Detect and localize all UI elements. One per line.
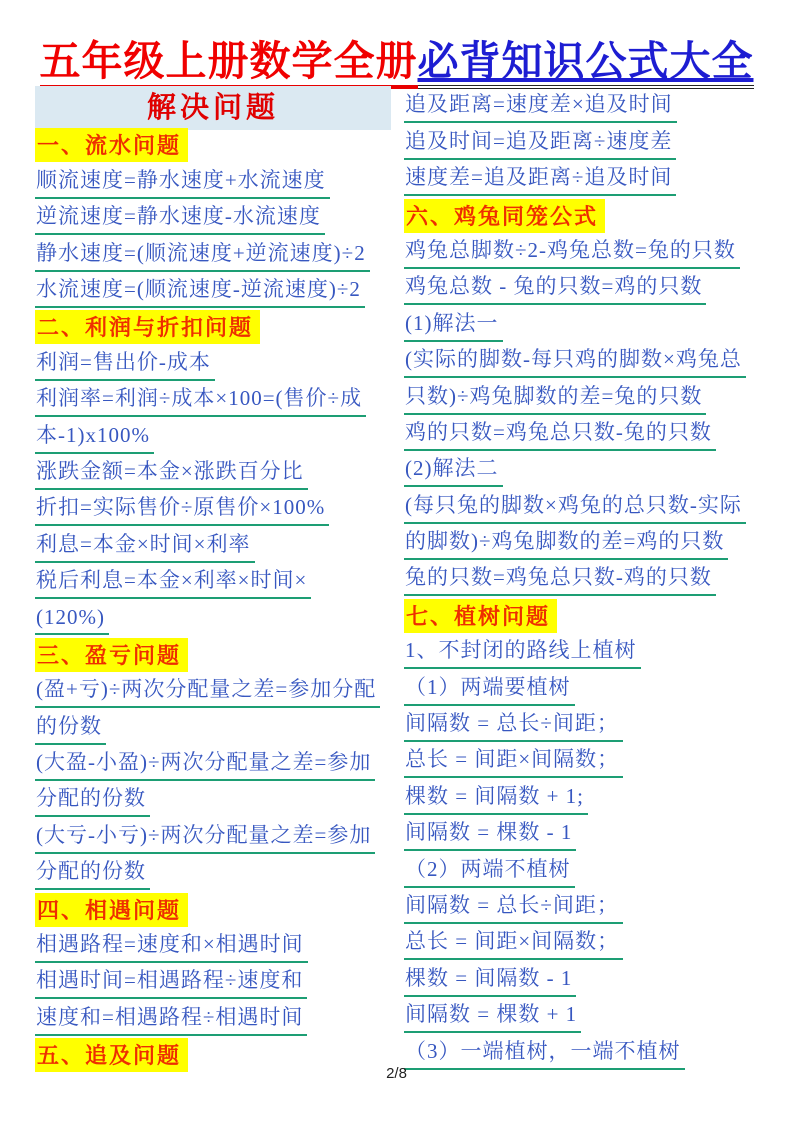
formula-text: 分配的份数 (35, 782, 150, 817)
page-title-red-part: 五年级上册数学全册 (40, 38, 418, 89)
formula-row (35, 454, 395, 490)
formula-row (404, 815, 778, 851)
formula-text: 涨跌金额=本金×涨跌百分比 (35, 455, 308, 490)
formula-row (404, 305, 778, 341)
formula-row (404, 160, 778, 196)
formula-row (35, 417, 395, 453)
formula-text: 的脚数)÷鸡兔脚数的差=鸡的只数 (404, 525, 728, 560)
formula-row (35, 599, 395, 635)
formula-row (404, 123, 778, 159)
formula-text: 只数)÷鸡兔脚数的差=兔的只数 (404, 380, 706, 415)
section-heading: 六、鸡兔同笼公式 (404, 199, 605, 233)
formula-text: 棵数 = 间隔数 + 1; (404, 780, 588, 815)
formula-row (35, 490, 395, 526)
formula-text: (2)解法二 (404, 452, 503, 487)
formula-row (404, 633, 778, 669)
formula-text: 顺流速度=静水速度+水流速度 (35, 164, 330, 199)
formula-row (35, 672, 395, 708)
formula-text: 水流速度=(顺流速度-逆流速度)÷2 (35, 273, 365, 308)
formula-text: 本-1)x100% (35, 419, 154, 454)
formula-row (404, 87, 778, 123)
section-heading: 四、相遇问题 (35, 893, 188, 927)
formula-text: （1）两端要植树 (404, 671, 575, 706)
right-column (404, 87, 778, 1070)
formula-row (404, 742, 778, 778)
formula-text: （3）一端植树，一端不植树 (404, 1035, 685, 1070)
formula-text: (大亏-小亏)÷两次分配量之差=参加 (35, 819, 375, 854)
formula-row (35, 745, 395, 781)
formula-row (404, 524, 778, 560)
section-heading: 五、追及问题 (35, 1038, 188, 1072)
formula-text: (1)解法一 (404, 307, 503, 342)
formula-text: 利息=本金×时间×利率 (35, 528, 255, 563)
formula-text: 的份数 (35, 710, 106, 745)
formula-row (404, 924, 778, 960)
formula-row (35, 927, 395, 963)
formula-row (35, 272, 395, 308)
formula-text: 鸡的只数=鸡兔总只数-兔的只数 (404, 416, 716, 451)
formula-row (35, 381, 395, 417)
section-heading: 二、利润与折扣问题 (35, 310, 260, 344)
formula-text: (120%) (35, 605, 109, 635)
formula-row (404, 487, 778, 523)
formula-text: 兔的只数=鸡兔总只数-鸡的只数 (404, 561, 716, 596)
formula-row (35, 162, 395, 198)
formula-text: 追及距离=速度差×追及时间 (404, 88, 677, 123)
formula-text: 相遇时间=相遇路程÷速度和 (35, 964, 307, 999)
formula-row (404, 342, 778, 378)
formula-row (404, 560, 778, 596)
formula-text: 总长 = 间距×间隔数； (404, 743, 623, 778)
section-heading-row (35, 126, 395, 162)
formula-text: 分配的份数 (35, 855, 150, 890)
formula-text: 相遇路程=速度和×相遇时间 (35, 928, 308, 963)
formula-row (404, 778, 778, 814)
formula-text: 总长 = 间距×间隔数； (404, 925, 623, 960)
formula-row (404, 233, 778, 269)
formula-row (35, 817, 395, 853)
formula-text: 1、不封闭的路线上植树 (404, 634, 641, 669)
formula-row (35, 999, 395, 1035)
formula-text: (每只兔的脚数×鸡兔的总只数-实际 (404, 489, 746, 524)
formula-text: （2）两端不植树 (404, 853, 575, 888)
formula-row (404, 851, 778, 887)
formula-text: 利润=售出价-成本 (35, 346, 215, 381)
formula-text: 间隔数 = 总长÷间距； (404, 707, 623, 742)
formula-row (404, 997, 778, 1033)
formula-text: 间隔数 = 棵数 + 1 (404, 998, 581, 1033)
formula-text: (盈+亏)÷两次分配量之差=参加分配 (35, 673, 380, 708)
formula-text: (大盈-小盈)÷两次分配量之差=参加 (35, 746, 375, 781)
formula-text: 静水速度=(顺流速度+逆流速度)÷2 (35, 237, 370, 272)
formula-text: 鸡兔总脚数÷2-鸡兔总数=兔的只数 (404, 234, 740, 269)
formula-text: 折扣=实际售价÷原售价×100% (35, 491, 329, 526)
formula-row (35, 781, 395, 817)
formula-row (35, 344, 395, 380)
formula-row (404, 669, 778, 705)
formula-row (404, 378, 778, 414)
formula-row (404, 888, 778, 924)
formula-text: 棵数 = 间隔数 - 1 (404, 962, 576, 997)
formula-row (35, 854, 395, 890)
page-number: 2/8 (386, 1065, 407, 1082)
formula-text: 税后利息=本金×利率×时间× (35, 564, 311, 599)
formula-text: 速度和=相遇路程÷相遇时间 (35, 1001, 307, 1036)
page-title (0, 28, 793, 87)
section-heading-row (35, 635, 395, 671)
formula-row (35, 708, 395, 744)
formula-text: 速度差=追及距离÷追及时间 (404, 161, 676, 196)
formula-row (404, 706, 778, 742)
section-heading-row (35, 890, 395, 926)
formula-row (35, 235, 395, 271)
formula-text: 逆流速度=静水速度-水流速度 (35, 200, 325, 235)
formula-row (35, 199, 395, 235)
left-column (35, 126, 395, 1072)
section-heading-row (404, 596, 778, 632)
formula-row (35, 563, 395, 599)
section-heading-row (404, 196, 778, 232)
section-heading: 三、盈亏问题 (35, 638, 188, 672)
formula-text: 鸡兔总数 - 兔的只数=鸡的只数 (404, 270, 706, 305)
formula-row (404, 451, 778, 487)
section-heading: 一、流水问题 (35, 128, 188, 162)
section-heading: 七、植树问题 (404, 599, 557, 633)
section-header-solve-problems: 解决问题 (35, 86, 391, 130)
page-title-blue-part: 必背知识公式大全 (418, 38, 754, 89)
formula-text: (实际的脚数-每只鸡的脚数×鸡兔总 (404, 343, 746, 378)
formula-text: 利润率=利润÷成本×100=(售价÷成 (35, 382, 366, 417)
formula-row (404, 960, 778, 996)
section-heading-row (35, 308, 395, 344)
formula-row (404, 269, 778, 305)
formula-row (35, 963, 395, 999)
formula-text: 追及时间=追及距离÷速度差 (404, 125, 676, 160)
formula-row (404, 415, 778, 451)
formula-row (35, 526, 395, 562)
formula-text: 间隔数 = 总长÷间距； (404, 889, 623, 924)
formula-text: 间隔数 = 棵数 - 1 (404, 816, 576, 851)
